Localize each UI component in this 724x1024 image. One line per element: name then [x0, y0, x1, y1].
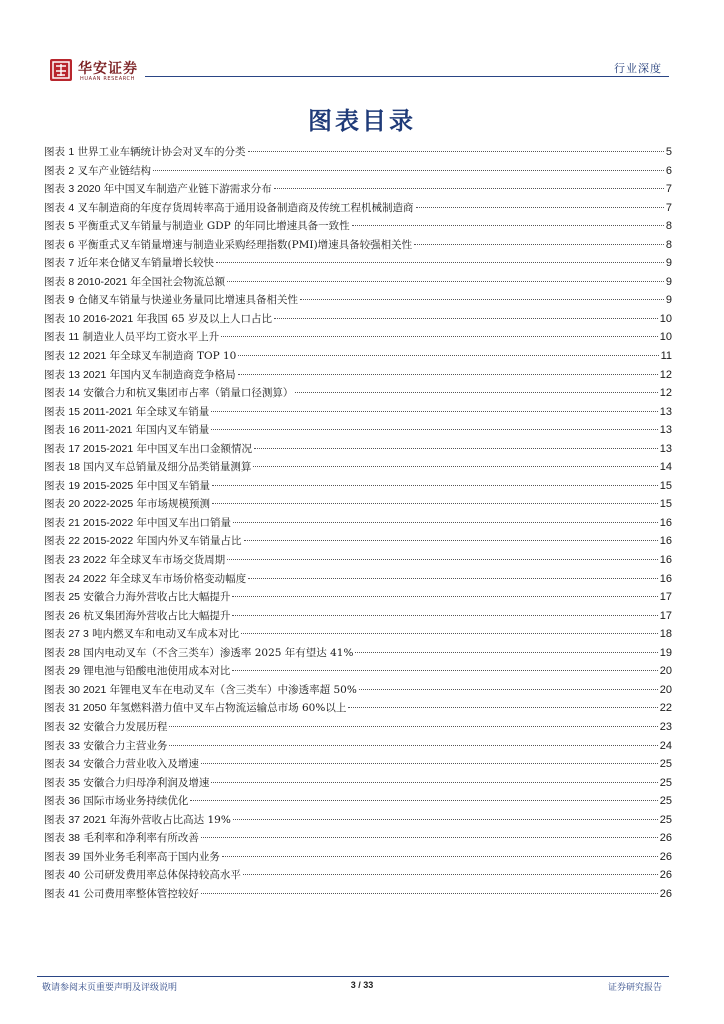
- toc-entry-title: 制造业人员平均工资水平上升: [79, 331, 220, 344]
- toc-entry-page: 26: [659, 832, 672, 845]
- toc-entry-title: 叉车制造商的年度存货周转率高于通用设备制造商及传统工程机械制造商: [74, 201, 414, 214]
- toc-entry-title: 安徽合力发展历程: [80, 720, 168, 733]
- toc-entry-page: 15: [659, 498, 672, 511]
- toc-entry-page: 8: [665, 238, 672, 251]
- toc-entry-prefix: 图表: [44, 795, 69, 808]
- toc-entry[interactable]: [44, 533, 672, 552]
- toc-entry-label: [44, 775, 209, 790]
- toc-entry[interactable]: [44, 830, 672, 849]
- toc-entry-title: 公司费用率整体管控较好: [80, 887, 199, 900]
- toc-entry-page: 15: [659, 479, 672, 492]
- toc-entry-label: [44, 719, 167, 734]
- toc-leader-dots: [253, 466, 657, 467]
- toc-entry[interactable]: [44, 404, 672, 423]
- toc-entry-page: 25: [659, 776, 672, 789]
- toc-leader-dots: [274, 188, 664, 189]
- toc-entry-label: [44, 849, 220, 864]
- toc-entry-page: 14: [659, 461, 672, 474]
- toc-entry-page: 10: [659, 331, 672, 344]
- toc-entry-page: 11: [660, 350, 672, 363]
- toc-leader-dots: [416, 207, 664, 208]
- toc-entry-page: 9: [665, 294, 672, 307]
- toc-leader-dots: [216, 262, 664, 263]
- toc-entry-page: 5: [665, 146, 672, 158]
- toc-leader-dots: [355, 652, 657, 653]
- toc-leader-dots: [348, 707, 657, 708]
- toc-entry-label: [44, 589, 230, 604]
- toc-entry-label: [44, 552, 225, 567]
- toc-entry-prefix: 图表: [44, 887, 69, 900]
- toc-entry-title: 年全国社会物流总额: [127, 275, 226, 288]
- toc-entry-page: 16: [659, 554, 672, 567]
- toc-leader-dots: [233, 522, 658, 523]
- toc-entry-number: 7: [68, 257, 75, 270]
- toc-leader-dots: [254, 448, 658, 449]
- toc-entry-label: [44, 237, 412, 252]
- toc-entry-number: 38: [68, 832, 81, 845]
- toc-entry-number: 25: [68, 591, 81, 604]
- toc-leader-dots: [414, 244, 664, 245]
- toc-entry-title: 年国内外叉车销量占比: [133, 535, 242, 548]
- page-number: 3 / 33: [350, 980, 374, 990]
- footer-disclaimer-note: 敬请参阅末页重要声明及评级说明: [42, 983, 178, 993]
- toc-entry[interactable]: [44, 292, 672, 311]
- toc-entry[interactable]: [44, 812, 672, 831]
- toc-entry-number: 1: [68, 146, 75, 158]
- toc-entry-label: [44, 626, 239, 641]
- toc-entry-number: 19 2015-2025: [68, 479, 134, 492]
- toc-entry-number: 40: [68, 869, 81, 882]
- toc-entry-title: 吨内燃叉车和电动叉车成本对比: [88, 628, 240, 641]
- toc-leader-dots: [227, 559, 658, 560]
- toc-entry-number: 17 2015-2021: [68, 442, 134, 455]
- toc-entry-title: 叉车产业链结构: [74, 164, 152, 177]
- toc-entry-prefix: 图表: [44, 498, 69, 511]
- toc-entry-prefix: 图表: [44, 257, 69, 270]
- toc-entry[interactable]: [44, 700, 672, 719]
- toc-entry-number: 22 2015-2022: [68, 535, 134, 548]
- toc-entry-title: 锂电池与铅酸电池使用成本对比: [80, 665, 231, 678]
- toc-entry-label: [44, 404, 209, 419]
- toc-entry-label: [44, 144, 246, 159]
- toc-entry[interactable]: [44, 608, 672, 627]
- toc-entry-page: 9: [665, 275, 672, 288]
- toc-entry-page: 7: [665, 201, 672, 214]
- toc-entry-label: [44, 348, 236, 363]
- toc-entry-label: [44, 496, 210, 511]
- toc-entry-number: 39: [68, 850, 81, 863]
- toc-entry[interactable]: [44, 663, 672, 682]
- toc-entry-prefix: 图表: [44, 350, 69, 363]
- toc-entry-label: [44, 867, 241, 882]
- toc-entry-number: 41: [68, 887, 81, 900]
- toc-entry-title: 年全球叉车市场价格变动幅度: [106, 572, 247, 585]
- toc-entry-label: [44, 255, 214, 270]
- toc-entry[interactable]: [44, 552, 672, 571]
- toc-entry-label: [44, 181, 272, 196]
- toc-entry-prefix: 图表: [44, 609, 69, 622]
- toc-entry[interactable]: [44, 645, 672, 664]
- toc-entry-title: 国内叉车总销量及细分品类销量测算: [80, 461, 252, 474]
- toc-entry-prefix: 图表: [44, 312, 69, 325]
- toc-entry-page: 25: [659, 758, 672, 771]
- toc-entry-title: 年中国叉车出口销量: [133, 516, 231, 529]
- toc-entry-title: 国际市场业务持续优化: [80, 795, 189, 808]
- toc-leader-dots: [222, 856, 658, 857]
- toc-entry-number: 32: [68, 720, 81, 733]
- toc-entry-page: 13: [659, 442, 672, 455]
- toc-entry[interactable]: [44, 738, 672, 757]
- toc-entry-title: 年我国 65 岁及以上人口占比: [133, 312, 273, 325]
- toc-entry-number: 21 2015-2022: [68, 516, 134, 529]
- toc-entry-label: [44, 663, 230, 678]
- toc-entry-label: [44, 793, 188, 808]
- toc-entry-label: [44, 830, 199, 845]
- toc-leader-dots: [211, 782, 657, 783]
- toc-leader-dots: [295, 392, 657, 393]
- toc-entry-prefix: 图表: [44, 294, 69, 307]
- toc-entry-prefix: 图表: [44, 758, 69, 771]
- toc-entry-number: 37 2021: [68, 813, 107, 826]
- toc-entry-title: 年全球叉车市场交货周期: [106, 554, 226, 567]
- toc-entry-label: [44, 329, 219, 344]
- toc-leader-dots: [243, 874, 658, 875]
- toc-leader-dots: [241, 633, 658, 634]
- toc-entry[interactable]: [44, 496, 672, 515]
- toc-entry-page: 18: [659, 628, 672, 641]
- toc-entry[interactable]: [44, 237, 672, 256]
- toc-entry-prefix: 图表: [44, 720, 69, 733]
- toc-entry-label: [44, 478, 210, 493]
- toc-entry-label: [44, 274, 225, 289]
- toc-entry-page: 9: [665, 257, 672, 270]
- toc-entry-title: 年国内叉车销量: [132, 424, 210, 437]
- toc-leader-dots: [221, 336, 658, 337]
- toc-entry-number: 14: [68, 387, 81, 400]
- toc-entry[interactable]: [44, 849, 672, 868]
- toc-entry-number: 26: [68, 609, 81, 622]
- toc-entry-title: 国内电动叉车（不含三类车）渗透率 2025 年有望达 41%: [80, 646, 354, 659]
- toc-entry-number: 36: [68, 795, 81, 808]
- toc-entry-number: 13 2021: [68, 368, 107, 381]
- toc-entry-title: 仓储叉车销量与快递业务量同比增速具备相关性: [74, 294, 299, 307]
- toc-entry-number: 20 2022-2025: [68, 498, 134, 511]
- toc-entry[interactable]: [44, 348, 672, 367]
- toc-entry-prefix: 图表: [44, 850, 69, 863]
- toc-leader-dots: [169, 726, 657, 727]
- toc-entry-label: [44, 311, 272, 326]
- toc-entry-number: 28: [68, 646, 81, 659]
- toc-entry-label: [44, 218, 350, 233]
- toc-entry-page: 16: [659, 572, 672, 585]
- toc-entry-page: 13: [659, 424, 672, 437]
- page-header: [0, 0, 724, 80]
- toc-entry[interactable]: [44, 441, 672, 460]
- header-divider: [145, 76, 669, 77]
- toc-entry[interactable]: [44, 311, 672, 330]
- toc-leader-dots: [244, 540, 658, 541]
- toc-entry-prefix: 图表: [44, 646, 69, 659]
- footer-report-label: 证券研究报告: [607, 983, 662, 993]
- company-logo-subtitle: HUAAN RESEARCH: [80, 76, 135, 82]
- toc-entry-number: 8 2010-2021: [68, 275, 128, 288]
- toc-entry-prefix: 图表: [44, 461, 69, 474]
- toc-entry-prefix: 图表: [44, 869, 69, 882]
- toc-leader-dots: [233, 819, 658, 820]
- toc-entry[interactable]: [44, 515, 672, 534]
- toc-entry-label: [44, 608, 230, 623]
- toc-entry[interactable]: [44, 775, 672, 794]
- toc-entry-number: 34: [68, 758, 81, 771]
- toc-entry-label: [44, 441, 252, 456]
- toc-entry-label: [44, 385, 293, 400]
- toc-entry-number: 10 2016-2021: [68, 312, 134, 325]
- toc-leader-dots: [190, 800, 657, 801]
- toc-leader-dots: [232, 670, 657, 671]
- toc-leader-dots: [352, 225, 664, 226]
- toc-entry-prefix: 图表: [44, 813, 69, 826]
- toc-entry-prefix: 图表: [44, 479, 69, 492]
- toc-entry-page: 20: [659, 683, 672, 696]
- toc-entry-title: 安徽合力营业收入及增速: [80, 758, 199, 771]
- toc-entry-title: 年全球叉车制造商 TOP 10: [106, 350, 237, 363]
- toc-entry-label: [44, 163, 151, 178]
- toc-entry-title: 安徽合力主营业务: [80, 739, 168, 752]
- toc-leader-dots: [201, 763, 658, 764]
- toc-entry-page: 26: [659, 869, 672, 882]
- toc-entry-title: 世界工业车辆统计协会对叉车的分类: [74, 146, 246, 158]
- toc-entry[interactable]: [44, 255, 672, 274]
- toc-leader-dots: [232, 596, 657, 597]
- toc-entry-prefix: 图表: [44, 424, 69, 437]
- toc-entry-prefix: 图表: [44, 442, 69, 455]
- toc-entry-prefix: 图表: [44, 146, 69, 158]
- toc-entry[interactable]: [44, 181, 672, 200]
- toc-entry-prefix: 图表: [44, 572, 69, 585]
- toc-entry-title: 近年来仓储叉车销量增长较快: [74, 257, 215, 270]
- toc-entry-number: 5: [68, 220, 75, 233]
- toc-entry-page: 17: [659, 591, 672, 604]
- toc-leader-dots: [238, 355, 658, 356]
- toc-entry[interactable]: [44, 756, 672, 775]
- toc-entry-prefix: 图表: [44, 164, 69, 177]
- figure-index-list: [44, 144, 672, 904]
- toc-entry-label: [44, 682, 357, 697]
- toc-entry-title: 年全球叉车销量: [132, 405, 210, 418]
- toc-leader-dots: [169, 745, 657, 746]
- toc-entry-page: 6: [665, 164, 672, 177]
- toc-entry-title: 毛利率和净利率有所改善: [80, 832, 199, 845]
- toc-entry[interactable]: [44, 719, 672, 738]
- toc-entry[interactable]: [44, 422, 672, 441]
- toc-entry-page: 26: [659, 887, 672, 900]
- toc-entry-prefix: 图表: [44, 591, 69, 604]
- toc-entry-page: 13: [659, 405, 672, 418]
- toc-entry[interactable]: [44, 589, 672, 608]
- toc-entry-label: [44, 738, 167, 753]
- report-type-label: 行业深度: [614, 62, 662, 75]
- toc-entry[interactable]: [44, 385, 672, 404]
- toc-entry-page: 12: [659, 387, 672, 400]
- toc-entry[interactable]: [44, 367, 672, 386]
- toc-entry-title: 年市场规模预测: [133, 498, 210, 511]
- toc-entry-number: 9: [68, 294, 75, 307]
- toc-leader-dots: [248, 151, 664, 152]
- toc-entry-number: 30 2021: [68, 683, 107, 696]
- toc-entry-prefix: 图表: [44, 183, 69, 196]
- toc-entry-label: [44, 422, 209, 437]
- toc-entry-page: 20: [659, 665, 672, 678]
- toc-entry[interactable]: [44, 867, 672, 886]
- toc-entry-prefix: 图表: [44, 535, 69, 548]
- toc-entry-prefix: 图表: [44, 776, 69, 789]
- toc-entry-number: 31 2050: [68, 702, 107, 715]
- toc-entry-number: 15 2011-2021: [68, 405, 133, 418]
- toc-entry-title: 年氢燃料潜力值中叉车占物流运输总市场 60%以上: [106, 702, 347, 715]
- toc-entry-label: [44, 812, 231, 827]
- toc-entry-label: [44, 367, 236, 382]
- toc-entry-page: 16: [659, 516, 672, 529]
- toc-leader-dots: [212, 485, 658, 486]
- toc-entry-label: [44, 515, 231, 530]
- toc-leader-dots: [201, 837, 658, 838]
- toc-entry[interactable]: [44, 163, 672, 182]
- toc-leader-dots: [274, 318, 658, 319]
- toc-entry-title: 杭叉集团海外营收占比大幅提升: [80, 609, 231, 622]
- toc-entry-page: 23: [659, 720, 672, 733]
- toc-entry-prefix: 图表: [44, 665, 69, 678]
- toc-entry-prefix: 图表: [44, 368, 69, 381]
- toc-leader-dots: [211, 429, 658, 430]
- toc-entry-number: 2: [68, 164, 75, 177]
- toc-entry-title: 公司研发费用率总体保持较高水平: [80, 869, 241, 882]
- toc-entry-number: 4: [68, 201, 75, 214]
- toc-entry-page: 7: [665, 183, 672, 196]
- toc-entry[interactable]: [44, 459, 672, 478]
- toc-entry-number: 33: [68, 739, 81, 752]
- toc-leader-dots: [300, 299, 664, 300]
- toc-entry-title: 年中国叉车制造产业链下游需求分布: [100, 183, 272, 196]
- toc-entry-number: 35: [68, 776, 81, 789]
- toc-entry-number: 16 2011-2021: [68, 424, 133, 437]
- toc-entry-prefix: 图表: [44, 516, 69, 529]
- toc-entry[interactable]: [44, 478, 672, 497]
- toc-entry-title: 年国内叉车制造商竞争格局: [106, 368, 236, 381]
- toc-entry-prefix: 图表: [44, 405, 69, 418]
- toc-entry[interactable]: [44, 571, 672, 590]
- company-seal-logo: [50, 59, 72, 81]
- toc-entry[interactable]: [44, 626, 672, 645]
- toc-entry-page: 25: [659, 813, 672, 826]
- toc-entry-prefix: 图表: [44, 628, 69, 641]
- toc-entry-prefix: 图表: [44, 220, 69, 233]
- toc-entry-number: 18: [68, 461, 81, 474]
- toc-entry[interactable]: [44, 886, 672, 905]
- toc-leader-dots: [153, 170, 664, 171]
- toc-entry-title: 年中国叉车销量: [133, 479, 210, 492]
- toc-entry-title: 安徽合力归母净利润及增速: [80, 776, 210, 789]
- toc-entry-number: 6: [68, 238, 75, 251]
- toc-entry-title: 平衡重式叉车销量增速与制造业采购经理指数(PMI)增速具备较强相关性: [74, 238, 413, 251]
- toc-entry-label: [44, 533, 242, 548]
- toc-entry-prefix: 图表: [44, 739, 69, 752]
- page-title: 图表目录: [308, 107, 416, 135]
- toc-entry-prefix: 图表: [44, 238, 69, 251]
- toc-entry-prefix: 图表: [44, 331, 69, 344]
- toc-entry-number: 12 2021: [68, 350, 107, 363]
- toc-leader-dots: [211, 411, 658, 412]
- toc-entry-page: 26: [659, 850, 672, 863]
- toc-entry-page: 10: [659, 312, 672, 325]
- toc-entry-label: [44, 459, 251, 474]
- footer-divider: [37, 976, 669, 977]
- toc-entry[interactable]: [44, 274, 672, 293]
- toc-leader-dots: [212, 503, 658, 504]
- toc-entry-number: 24 2022: [68, 572, 107, 585]
- toc-entry[interactable]: [44, 682, 672, 701]
- company-logo-name: 华安证券: [78, 61, 138, 77]
- toc-entry-prefix: 图表: [44, 201, 69, 214]
- toc-leader-dots: [248, 578, 658, 579]
- toc-entry-label: [44, 571, 246, 586]
- toc-entry-page: 8: [665, 220, 672, 233]
- toc-entry-number: 11: [68, 331, 80, 344]
- toc-entry-label: [44, 200, 414, 215]
- toc-entry-page: 24: [659, 739, 672, 752]
- toc-entry-number: 27 3: [68, 628, 89, 641]
- toc-entry-prefix: 图表: [44, 554, 69, 567]
- toc-entry-prefix: 图表: [44, 275, 69, 288]
- toc-entry-prefix: 图表: [44, 683, 69, 696]
- toc-entry-title: 年锂电叉车在电动叉车（含三类车）中渗透率超 50%: [106, 683, 357, 696]
- toc-entry-page: 16: [659, 535, 672, 548]
- toc-entry-number: 29: [68, 665, 81, 678]
- toc-entry-page: 12: [659, 368, 672, 381]
- toc-leader-dots: [359, 689, 658, 690]
- toc-entry-label: [44, 886, 199, 901]
- toc-entry-prefix: 图表: [44, 387, 69, 400]
- toc-entry-title: 年中国叉车出口金额情况: [133, 442, 252, 455]
- toc-entry-title: 平衡重式叉车销量与制造业 GDP 的年同比增速具备一致性: [74, 220, 350, 233]
- toc-entry-page: 17: [659, 609, 672, 622]
- toc-entry-page: 22: [659, 702, 672, 715]
- toc-leader-dots: [201, 893, 658, 894]
- toc-entry-page: 25: [659, 795, 672, 808]
- toc-entry-prefix: 图表: [44, 832, 69, 845]
- toc-entry-title: 安徽合力和杭叉集团市占率（销量口径测算）: [80, 387, 294, 400]
- toc-entry-page: 19: [659, 646, 672, 659]
- toc-leader-dots: [238, 374, 658, 375]
- toc-leader-dots: [227, 281, 664, 282]
- toc-entry-label: [44, 645, 353, 660]
- toc-entry-label: [44, 700, 346, 715]
- toc-entry-label: [44, 292, 298, 307]
- toc-entry-prefix: 图表: [44, 702, 69, 715]
- toc-entry[interactable]: [44, 218, 672, 237]
- toc-entry[interactable]: [44, 793, 672, 812]
- toc-entry[interactable]: [44, 200, 672, 219]
- toc-entry-number: 23 2022: [68, 554, 107, 567]
- toc-entry-label: [44, 756, 199, 771]
- toc-entry-number: 3 2020: [68, 183, 101, 196]
- toc-entry[interactable]: [44, 144, 672, 163]
- toc-entry-title: 安徽合力海外营收占比大幅提升: [80, 591, 231, 604]
- toc-entry[interactable]: [44, 329, 672, 348]
- toc-entry-title: 国外业务毛利率高于国内业务: [80, 850, 220, 863]
- toc-entry-title: 年海外营收占比高达 19%: [106, 813, 231, 826]
- toc-leader-dots: [232, 615, 657, 616]
